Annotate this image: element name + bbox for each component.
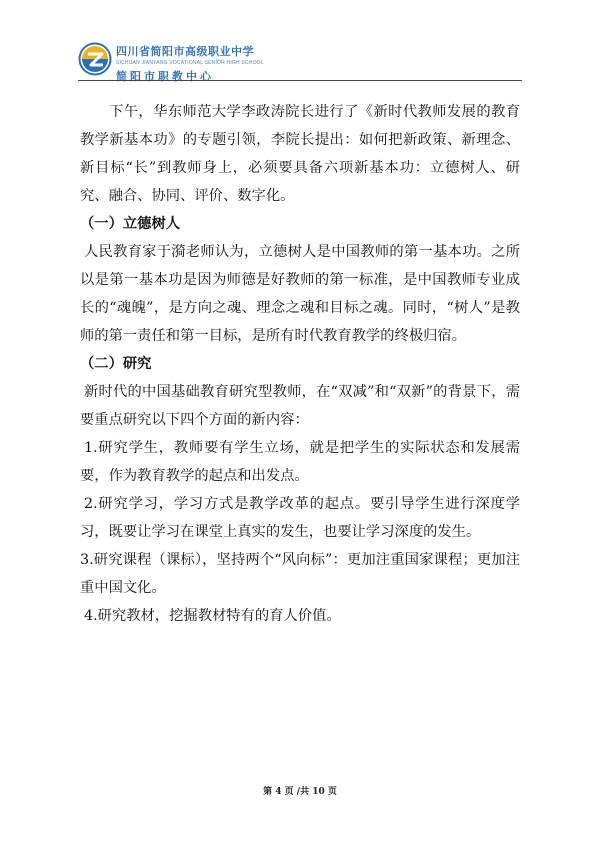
center-name: 简阳市职教中心 [116, 70, 214, 83]
school-name: 四川省简阳市高级职业中学 [116, 45, 254, 58]
research-item-textbooks: 4.研究教材，挖掘教材特有的育人价值。 [84, 608, 341, 624]
section-heading-moral: （一）立德树人 [80, 216, 181, 232]
research-intro-paragraph: 新时代的中国基础教育研究型教师，在“双减”和“双新”的背景下，需要重点研究以下四个方面的新内容： [80, 384, 520, 428]
document-header [78, 40, 522, 82]
research-item-curriculum: 3.研究课程（课标），坚持两个“风向标”：更加注重国家课程；更加注重中国文化。 [80, 552, 520, 596]
moral-paragraph: 人民教育家于漪老师认为，立德树人是中国教师的第一基本功。之所以是第一基本功是因为师德是好教师的第一标准，是中国教师专业成长的“魂魄”，是方向之魂、理念之魂和目标之魂。同时，“树人”是教师的第一责任和第一目标，是所有时代教育教学的终极归宿。 [80, 244, 520, 344]
school-name-english: SICHUAN JIANYANG VOCATIONAL SENIOR HIGH SCHOOL [116, 60, 264, 66]
intro-paragraph: 下午，华东师范大学李政涛院长进行了《新时代教师发展的教育教学新基本功》的专题引领，李院长提出：如何把新政策、新理念、新目标“长”到教师身上，必须要具备六项新基本功：立德树人、研究、融合、协同、评价、数字化。 [80, 104, 520, 204]
school-logo-icon [78, 42, 112, 76]
research-item-students: 1.研究学生，教师要有学生立场，就是把学生的实际状态和发展需要，作为教育教学的起点和出发点。 [80, 440, 520, 484]
header-divider [78, 80, 522, 81]
section-heading-research: （二）研究 [80, 356, 152, 372]
page-number: 第 4 页 /共 10 页 [263, 787, 337, 797]
document-body [80, 98, 520, 630]
research-item-learning: 2.研究学习，学习方式是教学改革的起点。要引导学生进行深度学习，既要让学习在课堂上真实的发生，也要让学习深度的发生。 [80, 496, 520, 540]
school-title-block [116, 43, 264, 84]
